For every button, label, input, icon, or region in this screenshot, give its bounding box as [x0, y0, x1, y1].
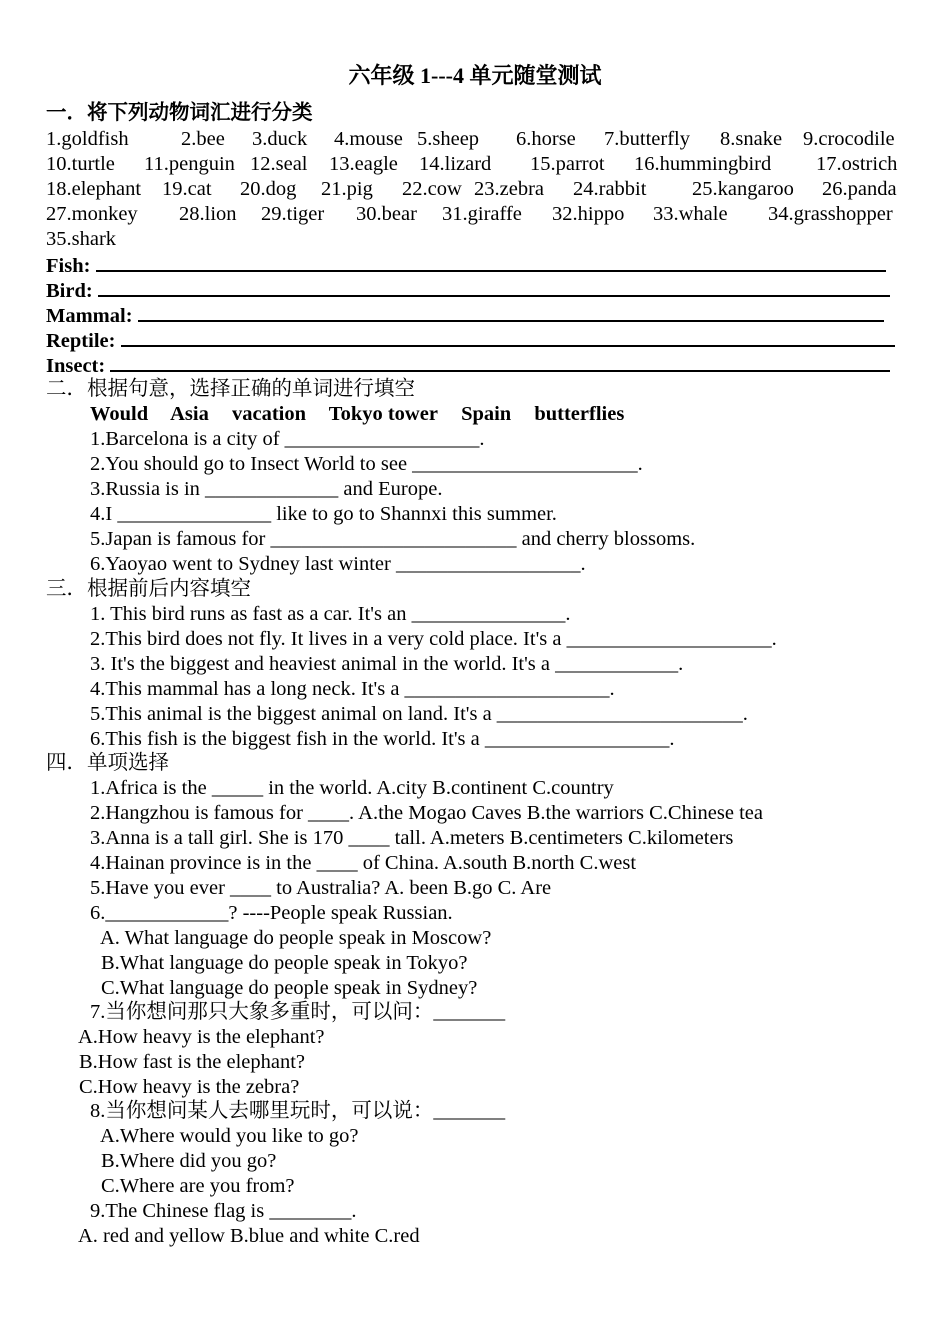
- word-item: 5.sheep: [417, 128, 480, 150]
- word-item: 1.goldfish: [46, 128, 129, 150]
- word-item: 26.panda: [822, 178, 897, 200]
- question-item: 6.This fish is the biggest fish in the world. It's a __________________.: [90, 728, 675, 750]
- word-item: 35.shark: [46, 228, 117, 250]
- word-item: 25.kangaroo: [692, 178, 794, 200]
- question-item: 6.____________? ----People speak Russian.: [90, 902, 453, 924]
- category-fish: [46, 252, 886, 277]
- word-row-3: [46, 177, 904, 202]
- word-item: 18.elephant: [46, 178, 142, 200]
- answer-blank[interactable]: [121, 327, 895, 347]
- question-item: 6.Yaoyao went to Sydney last winter __________________.: [90, 553, 586, 575]
- word-item: 3.duck: [252, 128, 308, 150]
- word-item: 17.ostrich: [816, 153, 898, 175]
- category-insect: [46, 352, 890, 377]
- word-item: 32.hippo: [552, 203, 625, 225]
- word-item: 12.seal: [250, 153, 308, 175]
- word-item: 13.eagle: [329, 153, 398, 175]
- part4-heading: 四．单项选择: [46, 752, 169, 774]
- word-item: 29.tiger: [261, 203, 325, 225]
- part1-heading: 一．将下列动物词汇进行分类: [46, 102, 313, 124]
- part3-heading: 三．根据前后内容填空: [46, 578, 251, 600]
- question-item: 1.Barcelona is a city of ___________________.: [90, 428, 485, 450]
- question-item: 3.Russia is in _____________ and Europe.: [90, 478, 443, 500]
- word-item: 23.zebra: [474, 178, 544, 200]
- word-item: 28.lion: [179, 203, 237, 225]
- word-item: 30.bear: [356, 203, 417, 225]
- question-item: 7.当你想问那只大象多重时，可以问：_______: [90, 1001, 506, 1023]
- question-item: 9.The Chinese flag is ________.: [90, 1200, 357, 1222]
- word-item: 10.turtle: [46, 153, 115, 175]
- word-bank-item: Would: [90, 403, 149, 425]
- question-item: 2.You should go to Insect World to see ______________________.: [90, 453, 643, 475]
- question-item: 1. This bird runs as fast as a car. It's an _______________.: [90, 603, 571, 625]
- word-item: 16.hummingbird: [634, 153, 772, 175]
- word-row-2: [46, 152, 904, 177]
- word-item: 6.horse: [516, 128, 576, 150]
- word-bank-item: vacation: [231, 403, 307, 425]
- question-item: 5.Japan is famous for ________________________ and cherry blossoms.: [90, 528, 696, 550]
- question-item: 5.This animal is the biggest animal on land. It's a ________________________.: [90, 703, 748, 725]
- word-item: 34.grasshopper: [768, 203, 893, 225]
- answer-blank[interactable]: [110, 352, 890, 372]
- word-item: 2.bee: [181, 128, 225, 150]
- word-item: 21.pig: [321, 178, 373, 200]
- word-item: 22.cow: [402, 178, 462, 200]
- answer-blank[interactable]: [138, 302, 884, 322]
- word-bank: [90, 402, 642, 427]
- answer-blank[interactable]: [96, 252, 886, 272]
- answer-blank[interactable]: [98, 277, 890, 297]
- question-item: 8.当你想问某人去哪里玩时，可以说：_______: [90, 1100, 506, 1122]
- answer-option: A.Where would you like to go?: [100, 1125, 359, 1147]
- category-reptile: [46, 327, 895, 352]
- answer-option: C.How heavy is the zebra?: [79, 1076, 300, 1098]
- category-label: Bird:: [46, 280, 93, 302]
- answer-option: B.What language do people speak in Tokyo?: [101, 952, 468, 974]
- word-item: 4.mouse: [334, 128, 403, 150]
- question-item: 5.Have you ever ____ to Australia? A. been B.go C. Are: [90, 877, 552, 899]
- answer-option: A.How heavy is the elephant?: [78, 1026, 325, 1048]
- word-item: 7.butterfly: [604, 128, 690, 150]
- word-bank-item: Tokyo tower: [328, 403, 438, 425]
- word-item: 27.monkey: [46, 203, 138, 225]
- word-row-5: [46, 227, 904, 252]
- answer-option: C.What language do people speak in Sydney?: [101, 977, 478, 999]
- category-label: Insect:: [46, 355, 106, 377]
- word-item: 20.dog: [240, 178, 297, 200]
- word-row-4: [46, 202, 904, 227]
- category-label: Reptile:: [46, 330, 116, 352]
- answer-option: B.How fast is the elephant?: [79, 1051, 306, 1073]
- question-item: 2.This bird does not fly. It lives in a very cold place. It's a ____________________.: [90, 628, 777, 650]
- word-bank-item: Spain: [461, 403, 512, 425]
- question-item: 4.This mammal has a long neck. It's a ____________________.: [90, 678, 615, 700]
- question-item: 1.Africa is the _____ in the world. A.city B.continent C.country: [90, 777, 614, 799]
- word-item: 15.parrot: [530, 153, 605, 175]
- answer-option: A. red and yellow B.blue and white C.red: [78, 1225, 420, 1247]
- category-label: Mammal:: [46, 305, 133, 327]
- question-item: 2.Hangzhou is famous for ____. A.the Mogao Caves B.the warriors C.Chinese tea: [90, 802, 763, 824]
- word-bank-item: butterflies: [534, 403, 625, 425]
- answer-option: C.Where are you from?: [101, 1175, 295, 1197]
- part2-heading: 二．根据句意，选择正确的单词进行填空: [46, 378, 415, 400]
- answer-option: B.Where did you go?: [101, 1150, 277, 1172]
- category-mammal: [46, 302, 884, 327]
- word-item: 19.cat: [162, 178, 212, 200]
- word-item: 11.penguin: [144, 153, 235, 175]
- word-item: 14.lizard: [419, 153, 492, 175]
- word-bank-item: Asia: [170, 403, 209, 425]
- word-item: 33.whale: [653, 203, 728, 225]
- word-item: 31.giraffe: [442, 203, 522, 225]
- question-item: 4.Hainan province is in the ____ of China. A.south B.north C.west: [90, 852, 637, 874]
- word-item: 24.rabbit: [573, 178, 647, 200]
- answer-option: A. What language do people speak in Moscow?: [100, 927, 492, 949]
- question-item: 4.I _______________ like to go to Shannxi this summer.: [90, 503, 557, 525]
- word-item: 9.crocodile: [803, 128, 895, 150]
- category-label: Fish:: [46, 255, 91, 277]
- page-title: 六年级 1---4 单元随堂测试: [348, 63, 602, 88]
- question-item: 3. It's the biggest and heaviest animal in the world. It's a ____________.: [90, 653, 684, 675]
- word-item: 8.snake: [720, 128, 783, 150]
- question-item: 3.Anna is a tall girl. She is 170 ____ tall. A.meters B.centimeters C.kilometers: [90, 827, 734, 849]
- word-row-1: [46, 127, 904, 152]
- category-bird: [46, 277, 890, 302]
